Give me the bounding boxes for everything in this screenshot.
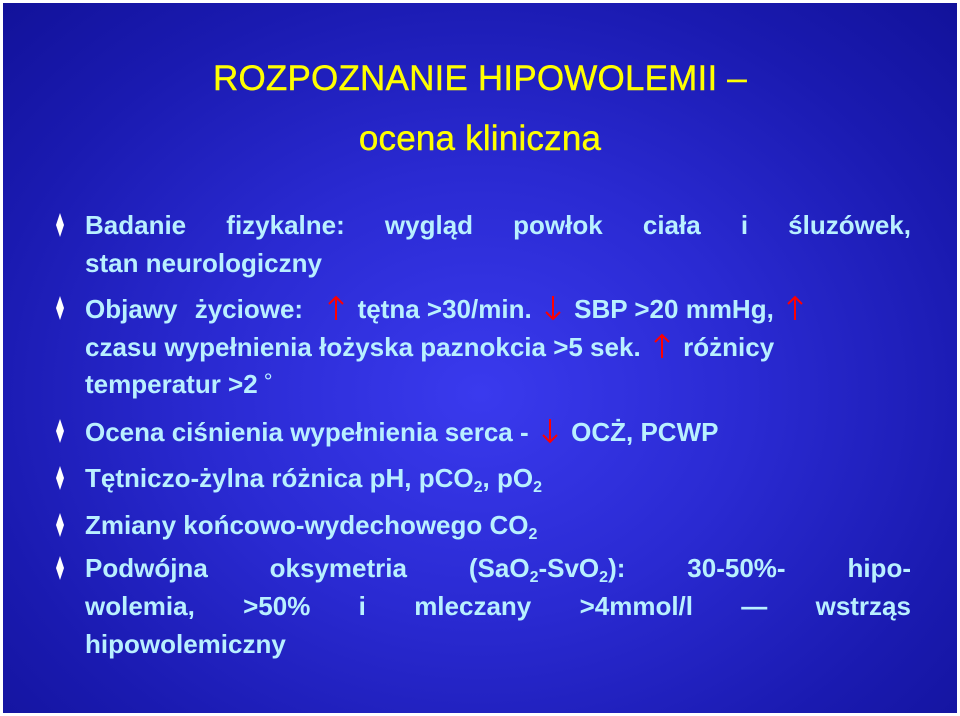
up-arrow-icon: [326, 295, 346, 325]
word: —: [741, 591, 768, 621]
word: życiowe:: [194, 294, 304, 324]
word: powłok: [513, 210, 603, 240]
ocz-pcwp-text: OCŻ, PCWP: [571, 417, 719, 447]
bullet-4-line-1: [85, 463, 542, 496]
word: 30-50%-: [687, 553, 786, 583]
bullet-2-line-1: [85, 295, 809, 325]
word: >4mmol/l: [579, 591, 693, 621]
word: Podwójna: [85, 553, 208, 583]
subscript: 2: [473, 479, 483, 496]
bullet-3-line-1: [85, 418, 718, 448]
diamond-bullet-icon: [55, 465, 65, 491]
pressure-text: Ocena ciśnienia wypełnienia serca -: [85, 417, 529, 447]
diamond-bullet-icon: [55, 418, 65, 444]
slide: [3, 3, 957, 713]
down-arrow-icon: [540, 418, 560, 448]
up-arrow-icon: [785, 295, 805, 325]
diamond-bullet-icon: [55, 212, 65, 238]
word: [468, 553, 626, 586]
subscript: 2: [529, 569, 539, 586]
word: wygląd: [384, 210, 474, 240]
slide-title: ROZPOZNANIE HIPOWOLEMII –: [213, 59, 747, 98]
word: i: [358, 591, 366, 621]
word: mleczany: [414, 591, 532, 621]
bullet-6-line-1: [85, 553, 911, 586]
word-part: ):: [608, 553, 626, 583]
bullet-2-line-3: [85, 371, 273, 397]
diamond-bullet-icon: [55, 555, 65, 581]
arteriovenous-text: Tętniczo-żylna różnica pH, pCO: [85, 463, 474, 493]
word: wstrząs: [815, 591, 911, 621]
bullet-1-line-2: stan neurologiczny: [85, 248, 322, 278]
word: wolemia,: [85, 591, 195, 621]
bullet-1-line-1: [85, 212, 911, 238]
po2-text: , pO: [482, 463, 534, 493]
word: oksymetria: [269, 553, 407, 583]
word: śluzówek,: [788, 210, 911, 240]
diamond-bullet-icon: [55, 295, 65, 321]
word: hipo-: [847, 553, 911, 583]
bullet-5-line-1: [85, 510, 538, 543]
slide-subtitle: ocena kliniczna: [358, 119, 602, 158]
up-arrow-icon: [652, 333, 672, 363]
heart-rate-text: tętna >30/min.: [357, 294, 532, 324]
sbp-text: SBP >20 mmHg,: [574, 294, 774, 324]
subscript: 2: [528, 526, 538, 543]
word: ciała: [642, 210, 701, 240]
bullet-6-line-2: [85, 593, 911, 619]
diamond-bullet-icon: [55, 512, 65, 538]
bullet-2-line-2: [85, 333, 774, 363]
down-arrow-icon: [543, 295, 563, 325]
word: Badanie: [85, 210, 187, 240]
subscript: 2: [533, 479, 542, 496]
word: i: [740, 210, 749, 240]
word-part: -SvO: [538, 553, 600, 583]
word-part: (SaO: [468, 553, 530, 583]
word: Objawy: [85, 294, 178, 324]
word: >50%: [243, 591, 311, 621]
end-tidal-text: Zmiany końcowo-wydechowego CO: [85, 510, 529, 540]
temperature-text: temperatur >2: [85, 369, 258, 399]
word: fizykalne:: [226, 210, 345, 240]
capillary-refill-text: czasu wypełnienia łożyska paznokcia >5 sek.: [85, 332, 641, 362]
bullet-6-line-3: hipowolemiczny: [85, 629, 286, 659]
degree-sign: °: [263, 369, 273, 394]
subscript: 2: [599, 569, 609, 586]
difference-text: różnicy: [683, 332, 775, 362]
